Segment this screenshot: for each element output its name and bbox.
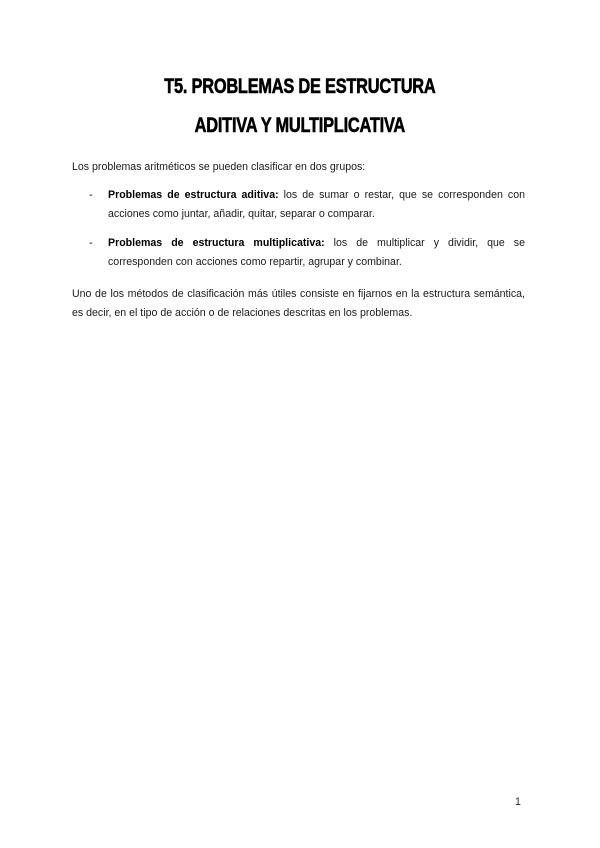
closing-paragraph: Uno de los métodos de clasificación más útiles consiste en fijarnos en la estructura semántica, es decir, en el tipo de acción o de relaciones descritas en los problemas.: [72, 288, 525, 319]
title-text-1: T5. PROBLEMAS DE ESTRUCTURA: [164, 75, 436, 98]
page-title-line-1: [0, 75, 600, 99]
title-text-2: ADITIVA Y MULTIPLICATIVA: [194, 114, 406, 137]
list-item-text: [108, 186, 525, 224]
list-item-term: Problemas de estructura multiplicativa:: [108, 237, 325, 249]
bullet-dash: -: [89, 189, 93, 201]
list-item-term: Problemas de estructura aditiva:: [108, 189, 279, 201]
intro-paragraph: Los problemas aritméticos se pueden clasificar en dos grupos:: [72, 161, 366, 173]
list-item-description: los de multiplicar y dividir, que se corresponden con acciones como repartir, agrupar y combinar.: [108, 237, 525, 268]
bullet-dash: -: [89, 237, 93, 249]
list-item-text: [108, 234, 525, 272]
page-number: 1: [515, 796, 521, 808]
list-item-description: los de sumar o restar, que se corresponden con acciones como juntar, añadir, quitar, separar o comparar.: [108, 189, 525, 220]
page-title-line-2: [0, 114, 600, 138]
